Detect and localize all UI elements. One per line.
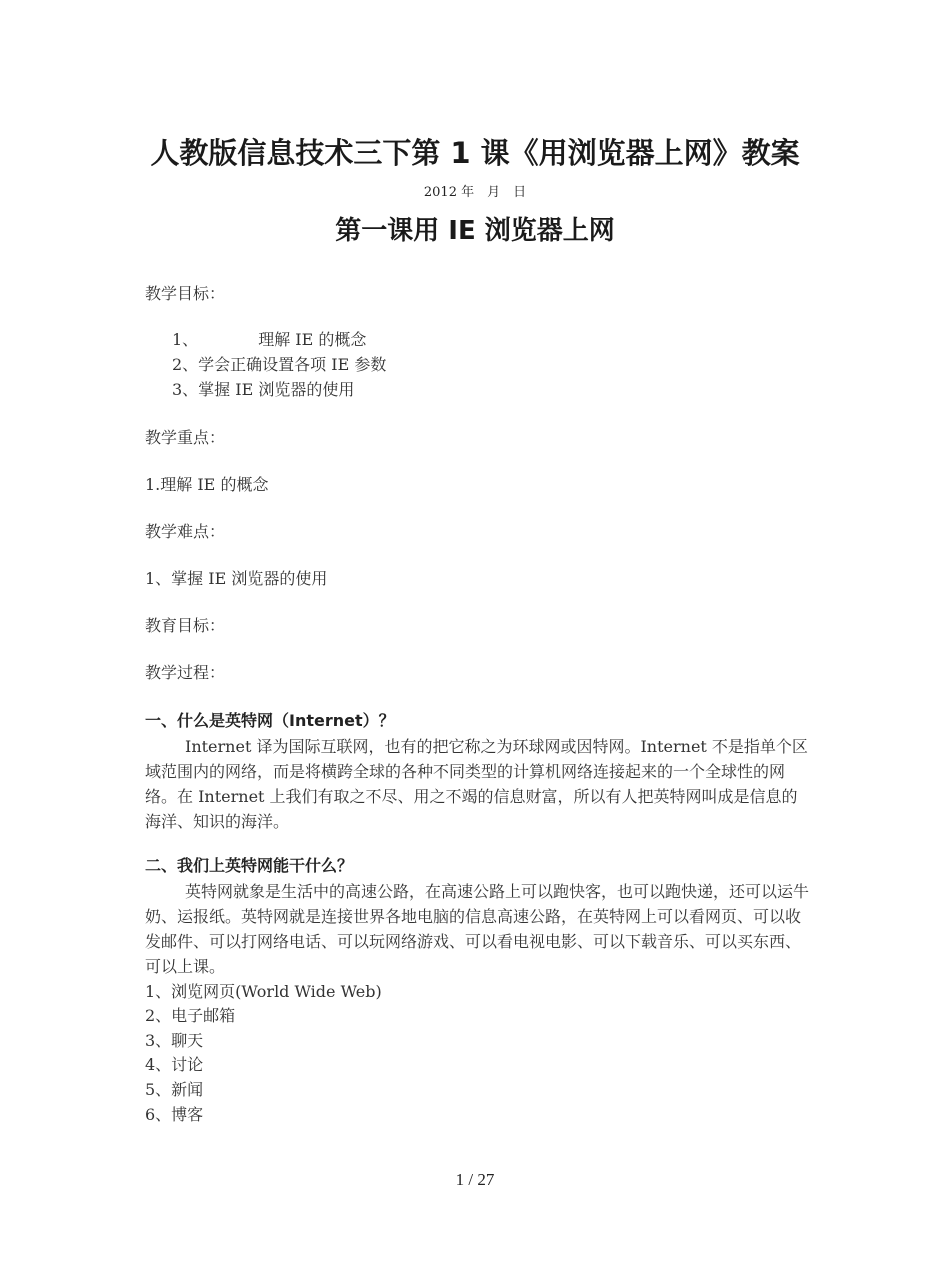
key-points-label: 教学重点： [145,428,226,447]
objectives-label: 教学目标： [145,284,226,303]
page-number: 1 / 27 [455,1170,495,1189]
document-title: 人教版信息技术三下第 1 课《用浏览器上网》教案 [150,136,800,170]
lesson-title: 第一课用 IE 浏览器上网 [335,216,615,246]
difficulties-label: 教学难点： [145,522,226,541]
list-item: 2、电子邮箱 [145,1006,236,1025]
objective-item-1 [172,328,366,352]
objective-item-text: 理解 IE 的概念 [258,330,367,349]
process-label: 教学过程： [145,663,226,682]
section2-paragraph: 英特网就象是生活中的高速公路，在高速公路上可以跑快客，也可以跑快递，还可以运牛奶、运报纸。英特网就是连接世界各地电脑的信息高速公路，在英特网上可以看网页、可以收发邮件、可以打网络电话、可以玩网络游戏、可以看电视电影、可以下载音乐、可以买东西、可以上课。 [145,882,810,976]
list-item: 4、讨论 [145,1055,204,1074]
objective-item-number: 1、 [172,330,199,349]
list-item: 1、浏览网页(World Wide Web) [145,982,382,1001]
education-goal-label: 教育目标： [145,616,226,635]
difficulties-text: 1、掌握 IE 浏览器的使用 [145,569,328,588]
section1-heading: 一、什么是英特网（Internet）？ [145,711,395,730]
list-item: 3、聊天 [145,1031,204,1050]
key-points-text: 1.理解 IE 的概念 [145,475,269,494]
document-date: 2012 年 月 日 [423,185,527,200]
objective-item-2: 2、学会正确设置各项 IE 参数 [172,355,387,374]
list-item: 6、博客 [145,1105,204,1124]
section1-paragraph: Internet 译为国际互联网，也有的把它称之为环球网或因特网。Internet 不是指单个区域范围内的网络，而是将横跨全球的各种不同类型的计算机网络连接起来的一个全球性的网络。在 Internet 上我们有取之不尽、用之不竭的信息财富，所以有人把英特网叫成是信息的海洋、知识的海洋。 [145,737,808,831]
section2-heading: 二、我们上英特网能干什么？ [145,856,354,875]
list-item: 5、新闻 [145,1080,204,1099]
objective-item-3: 3、掌握 IE 浏览器的使用 [172,380,355,399]
